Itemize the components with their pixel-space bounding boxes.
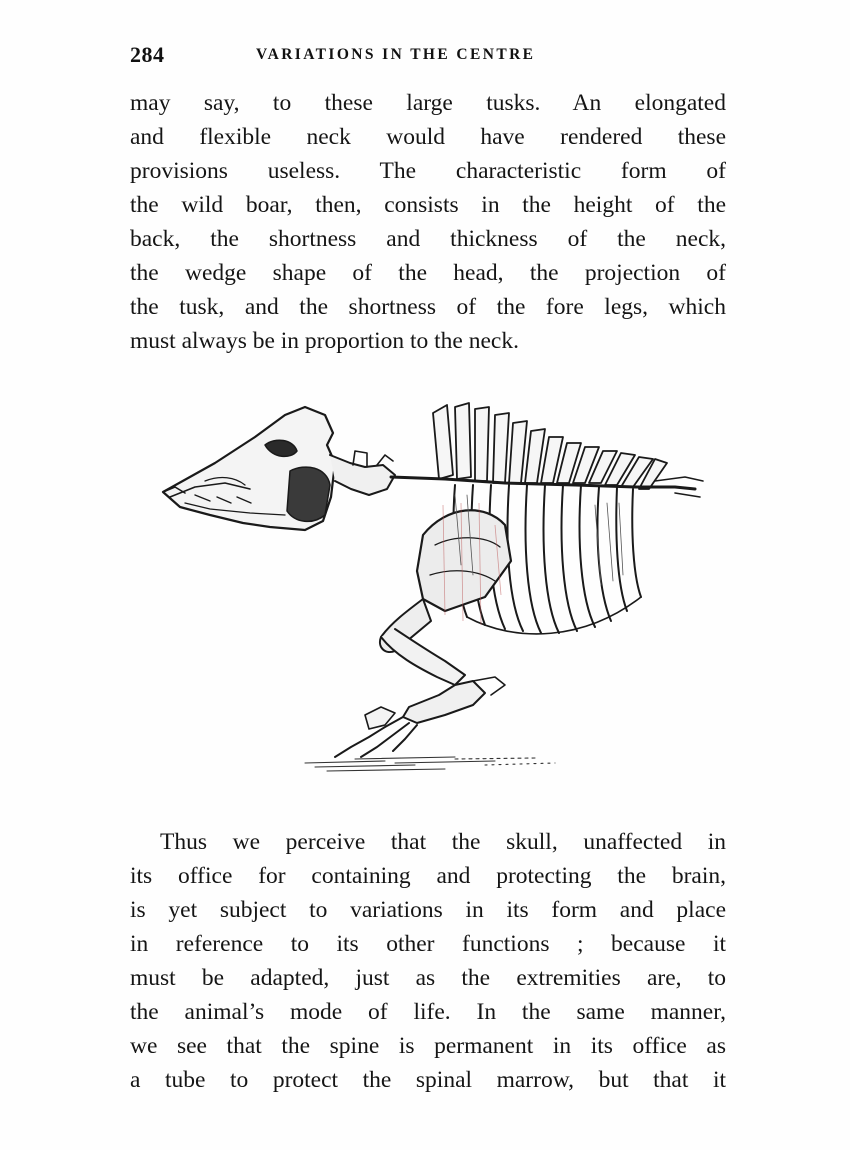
paragraph-2	[130, 825, 726, 1097]
text-line: must always be in proportion to the neck.	[130, 328, 519, 354]
scapula	[417, 510, 511, 611]
text-line: is yet subject to variations in its form and place	[130, 897, 726, 923]
text-line: back, the shortness and thickness of the neck,	[130, 226, 726, 252]
running-title: VARIATIONS IN THE CENTRE	[256, 46, 536, 63]
text-line: we see that the spine is permanent in its office as	[130, 1033, 726, 1059]
paragraph-1	[130, 86, 726, 358]
text-line: the tusk, and the shortness of the fore legs, which	[130, 294, 726, 320]
text-line: must be adapted, just as the extremities are, to	[130, 965, 726, 991]
neck-vertebrae	[330, 455, 395, 495]
text-line: a tube to protect the spinal marrow, but that it	[130, 1067, 726, 1093]
text-line: and flexible neck would have rendered these	[130, 124, 726, 150]
text-line: Thus we perceive that the skull, unaffected in	[160, 829, 726, 855]
page-number: 284	[130, 42, 165, 67]
page-header	[130, 40, 730, 76]
boar-skeleton-figure	[155, 385, 715, 790]
text-line: provisions useless. The characteristic form of	[130, 158, 726, 184]
text-line: may say, to these large tusks. An elongated	[130, 90, 726, 116]
text-line: the animal’s mode of life. In the same manner,	[130, 999, 726, 1025]
ground-shadow	[305, 757, 555, 771]
text-line: the wild boar, then, consists in the height of the	[130, 192, 726, 218]
dorsal-spines	[433, 403, 667, 489]
text-line: its office for containing and protecting the brain,	[130, 863, 726, 889]
text-line: in reference to its other functions ; because it	[130, 931, 726, 957]
forearm	[381, 629, 465, 685]
boar-skeleton-illustration	[155, 385, 715, 790]
text-line: the wedge shape of the head, the projection of	[130, 260, 726, 286]
foreleg-lower	[403, 681, 485, 723]
